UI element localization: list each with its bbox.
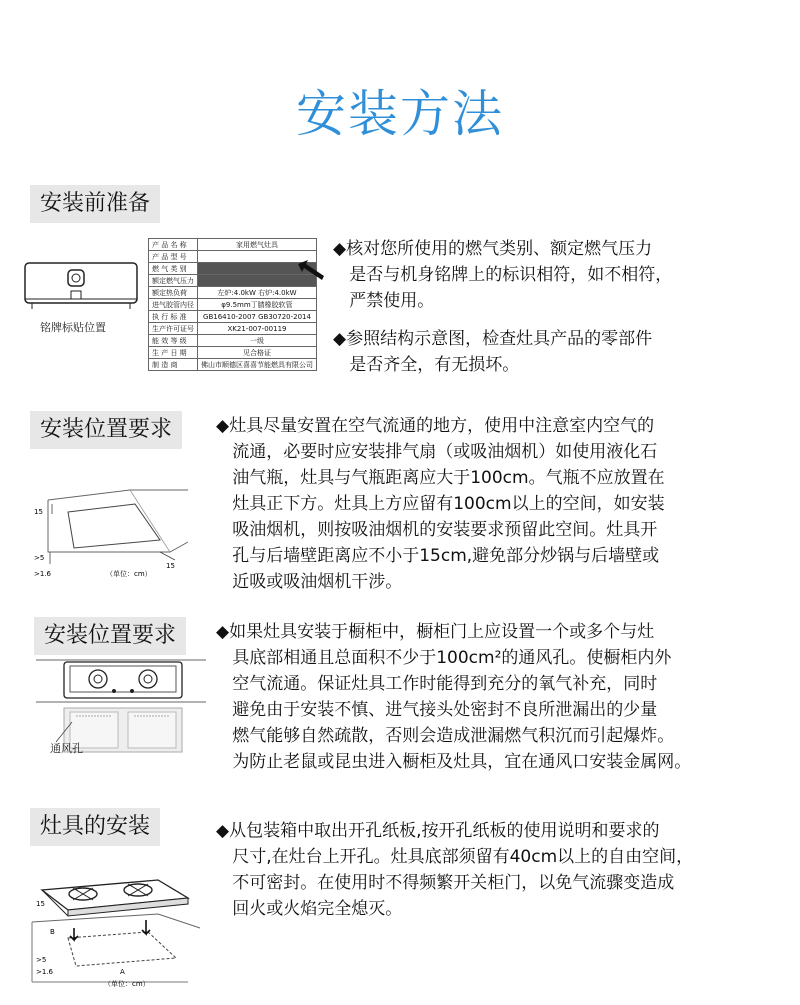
- nameplate-key: 生 产 日 期: [149, 347, 198, 359]
- nameplate-value: 见合格证: [198, 347, 317, 359]
- nameplate-value: GB16410-2007 GB30720-2014: [198, 311, 317, 323]
- cabinet-text: ◆如果灶具安装于橱柜中，橱柜门上应设置一个或多个与灶 具底部相通且总面积不少于100cm²的通风孔。使橱柜内外 空气流通。保证灶具工作时能得到充分的氧气补充，同时 避免由于安装不慎、进气接头处密封不良所泄漏出的少量 燃气能够自然疏散，否则会造成泄漏燃气积沉而引起爆炸。 为防止老鼠或昆虫进入橱柜及灶具，宜在通风口安装金属网。: [216, 622, 692, 772]
- nameplate-value: 一级: [198, 335, 317, 347]
- nameplate-key: 制 造 商: [149, 359, 198, 371]
- section-title-stove-install: 灶具的安装: [30, 808, 160, 846]
- nameplate-row: [149, 311, 317, 323]
- nameplate-key: 产 品 名 称: [149, 239, 198, 251]
- page-title: 安装方法: [296, 85, 504, 143]
- stove-install-diagram: [28, 862, 208, 990]
- nameplate-row: [149, 347, 317, 359]
- unit-label: （单位：cm）: [106, 570, 152, 578]
- nameplate-key: 产 品 型 号: [149, 251, 198, 263]
- nameplate-position-caption: 铭牌标贴位置: [40, 321, 106, 334]
- nameplate-value: φ9.5mm丁腈橡胶软管: [198, 299, 317, 311]
- nameplate-row: [149, 275, 317, 287]
- nameplate-value: 佛山市顺德区喜喜节能燃具有限公司: [198, 359, 317, 371]
- prep-bullet-2: ◆参照结构示意图，检查灶具产品的零部件 是否齐全，有无损坏。: [333, 329, 653, 375]
- dim-a: A: [120, 968, 125, 976]
- dim-15-right: 15: [166, 562, 175, 570]
- nameplate-row: [149, 251, 317, 263]
- stove-front-illustration: [22, 255, 142, 315]
- dim-15: 15: [36, 900, 45, 908]
- nameplate-row: [149, 287, 317, 299]
- nameplate-row: [149, 323, 317, 335]
- nameplate-key: 能 效 等 级: [149, 335, 198, 347]
- nameplate-row: [149, 359, 317, 371]
- nameplate-row: [149, 239, 317, 251]
- nameplate-key: 燃 气 类 别: [149, 263, 198, 275]
- location-text: ◆灶具尽量安置在空气流通的地方，使用中注意室内空气的 流通，必要时应安装排气扇（或吸油烟机）如使用液化石 油气瓶，灶具与气瓶距离应大于100cm。气瓶不应放置在 灶具正下方。灶具上方应留有100cm以上的空间，如安装 吸油烟机，则按吸油烟机的安装要求预留此空间。灶具开 孔与后墙壁距离应不小于15cm,避免部分炒锅与后墙壁或 近吸或吸油烟机干涉。: [216, 416, 665, 592]
- nameplate-table: [148, 238, 317, 371]
- nameplate-row: [149, 335, 317, 347]
- section-title-prep: 安装前准备: [30, 185, 160, 223]
- countertop-clearance-diagram: [30, 452, 205, 582]
- nameplate-key: 额定热负荷: [149, 287, 198, 299]
- prep-bullet-1: ◆核对您所使用的燃气类别、额定燃气压力 是否与机身铭牌上的标识相符，如不相符， 严禁使用。: [333, 239, 673, 311]
- dim-1-6: >1.6: [34, 570, 51, 578]
- dim-5: >5: [34, 554, 45, 562]
- arrow-icon: [296, 258, 326, 282]
- nameplate-value: 左炉:4.0kW 右炉:4.0kW: [198, 287, 317, 299]
- nameplate-value: XK21-007-00119: [198, 323, 317, 335]
- nameplate-key: 执 行 标 准: [149, 311, 198, 323]
- dim-5: >5: [36, 956, 47, 964]
- nameplate-key: 生产许可证号: [149, 323, 198, 335]
- unit-label: （单位：cm）: [104, 980, 150, 988]
- dim-15-left: 15: [34, 508, 43, 516]
- dim-1-6: >1.6: [36, 968, 53, 976]
- stove-install-text: ◆从包装箱中取出开孔纸板,按开孔纸板的使用说明和要求的 尺寸,在灶台上开孔。灶具底部须留有40cm以上的自由空间， 不可密封。在使用时不得频繁开关柜门，以免气流骤变造成 回火或火焰完全熄灭。: [216, 821, 694, 919]
- nameplate-key: 额定燃气压力: [149, 275, 198, 287]
- section-title-location: 安装位置要求: [30, 411, 182, 449]
- nameplate-row: [149, 299, 317, 311]
- nameplate-row: [149, 263, 317, 275]
- nameplate-label: [148, 238, 317, 371]
- nameplate-value: 家用燃气灶具: [198, 239, 317, 251]
- dim-b: B: [50, 928, 55, 936]
- vent-hole-caption: 通风孔: [50, 742, 83, 755]
- section-title-cabinet: 安装位置要求: [34, 617, 186, 655]
- nameplate-key: 进气胶管内径: [149, 299, 198, 311]
